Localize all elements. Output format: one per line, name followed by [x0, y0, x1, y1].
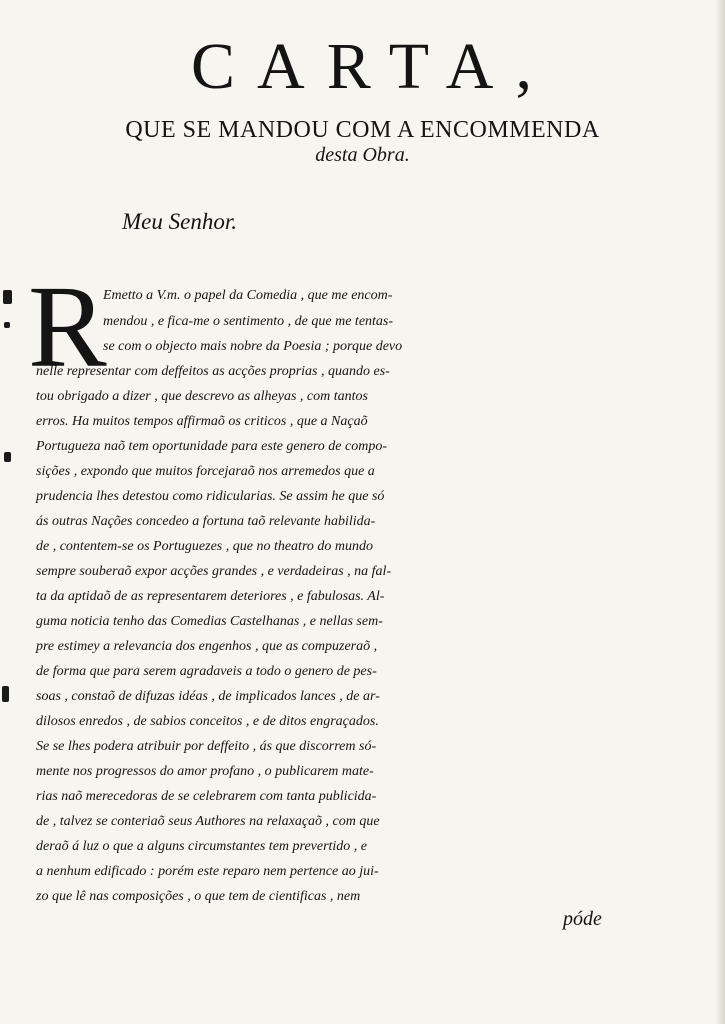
- page-subtitle-line2: desta Obra.: [315, 144, 410, 166]
- body-line: se com o objecto mais nobre da Poesia ; porque devo: [103, 339, 403, 354]
- body-line: de , contentem-se os Portuguezes , que no theatro do mundo: [36, 539, 373, 554]
- body-line: pre estimey a relevancia dos engenhos , que as compuzeraõ ,: [36, 639, 378, 654]
- drop-cap: R: [28, 261, 107, 392]
- margin-ink-mark: [4, 452, 11, 462]
- body-line: prudencia lhes detestou como ridicularias. Se assim he que só: [36, 489, 385, 504]
- body-line: sições , expondo que muitos forcejaraõ nos arremedos que a: [36, 464, 375, 479]
- body-line: mendou , e fica-me o sentimento , de que me tentas-: [103, 314, 394, 329]
- body-line: deraõ á luz o que a alguns circumstantes tem prevertido , e: [36, 839, 368, 854]
- body-line: sempre souberaõ expor acções grandes , e verdadeiras , na fal-: [36, 564, 392, 579]
- body-line: de forma que para serem agradaveis a todo o genero de pes-: [36, 664, 377, 679]
- body-line: mente nos progressos do amor profano , o publicarem mate-: [36, 764, 374, 779]
- body-line: dilosos enredos , de sabios conceitos , e de ditos engraçados.: [36, 714, 379, 729]
- margin-ink-mark: [2, 686, 9, 702]
- body-line: Emetto a V.m. o papel da Comedia , que me encom-: [103, 288, 393, 303]
- body-line: zo que lê nas composições , o que tem de cientificas , nem: [36, 889, 361, 904]
- page-subtitle: QUE SE MANDOU COM A ENCOMMENDA: [125, 117, 600, 143]
- body-line: erros. Ha muitos tempos affirmaõ os criticos , que a Naçaõ: [36, 414, 368, 429]
- body-line: guma noticia tenho das Comedias Castelhanas , e nellas sem-: [36, 614, 383, 629]
- body-line: de , talvez se conteriaõ seus Authores na relaxaçaõ , com que: [36, 814, 380, 829]
- margin-ink-mark: [4, 322, 10, 328]
- margin-ink-mark: [3, 290, 12, 304]
- body-line: ta da aptidaõ de as representarem deteriores , e fabulosas. Al-: [36, 589, 385, 604]
- catchword: póde: [563, 908, 602, 930]
- page-title: CARTA,: [191, 30, 554, 103]
- body-line: a nenhum edificado : porém este reparo nem pertence ao jui-: [36, 864, 379, 879]
- salutation: Meu Senhor.: [122, 209, 237, 234]
- body-line: rias naõ merecedoras de se celebrarem com tanta publicida-: [36, 789, 377, 804]
- body-line: Se se lhes podera atribuir por deffeito , ás que discorrem só-: [36, 739, 377, 754]
- body-line: soas , constaõ de difuzas idéas , de implicados lances , de ar-: [36, 689, 380, 704]
- body-line: nelle representar com deffeitos as acções proprias , quando es-: [36, 364, 390, 379]
- body-line: tou obrigado a dizer , que descrevo as alheyas , com tantos: [36, 389, 368, 404]
- body-line: Portugueza naõ tem oportunidade para este genero de compo-: [36, 439, 387, 454]
- body-line: ás outras Nações concedeo a fortuna taõ relevante habilida-: [36, 514, 376, 529]
- page-edge-shadow: [715, 0, 725, 1024]
